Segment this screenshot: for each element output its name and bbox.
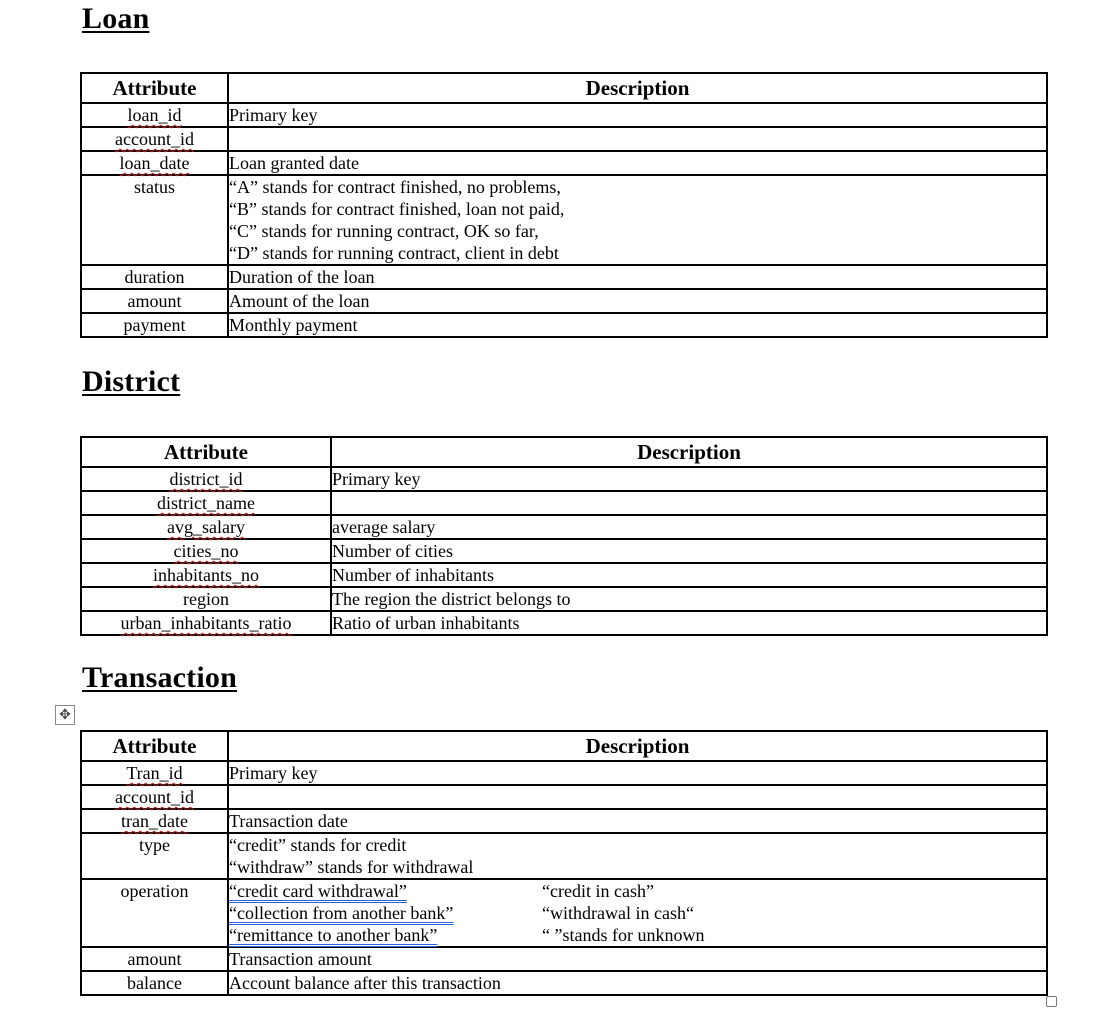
attr-cell: inhabitants_no bbox=[81, 563, 331, 587]
transaction-table bbox=[80, 730, 1048, 996]
table-row bbox=[81, 103, 1047, 127]
attr-cell: account_id bbox=[81, 785, 228, 809]
transaction-heading: Transaction bbox=[82, 661, 237, 694]
loan-table bbox=[80, 72, 1048, 338]
header-description: Description bbox=[228, 73, 1047, 103]
attr-cell: region bbox=[81, 587, 331, 611]
attr-cell: tran_date bbox=[81, 809, 228, 833]
attr-cell: district_name bbox=[81, 491, 331, 515]
desc-cell: Ratio of urban inhabitants bbox=[331, 611, 1047, 635]
attr-cell: operation bbox=[81, 879, 228, 947]
header-attribute: Attribute bbox=[81, 731, 228, 761]
resize-handle-icon[interactable] bbox=[1046, 996, 1057, 1007]
table-row bbox=[81, 587, 1047, 611]
desc-cell: Loan granted date bbox=[228, 151, 1047, 175]
desc-cell bbox=[228, 785, 1047, 809]
desc-cell: Transaction amount bbox=[228, 947, 1047, 971]
header-attribute: Attribute bbox=[81, 73, 228, 103]
table-row bbox=[81, 289, 1047, 313]
desc-cell: “credit card withdrawal” “collection from another bank” “remittance to another bank” “credit in cash” “withdrawal in cash“ “ ”stands for unknown bbox=[228, 879, 1047, 947]
desc-cell: Account balance after this transaction bbox=[228, 971, 1047, 995]
desc-cell: average salary bbox=[331, 515, 1047, 539]
table-row bbox=[81, 313, 1047, 337]
table-row bbox=[81, 971, 1047, 995]
desc-cell: “credit” stands for credit “withdraw” stands for withdrawal bbox=[228, 833, 1047, 879]
header-attribute: Attribute bbox=[81, 437, 331, 467]
desc-cell bbox=[228, 127, 1047, 151]
district-heading: District bbox=[82, 365, 181, 398]
attr-cell: loan_date bbox=[81, 151, 228, 175]
table-row bbox=[81, 467, 1047, 491]
table-row bbox=[81, 127, 1047, 151]
desc-cell: Duration of the loan bbox=[228, 265, 1047, 289]
attr-cell: amount bbox=[81, 947, 228, 971]
table-header-row bbox=[81, 731, 1047, 761]
table-row bbox=[81, 515, 1047, 539]
table-row bbox=[81, 761, 1047, 785]
header-description: Description bbox=[331, 437, 1047, 467]
attr-cell: urban_inhabitants_ratio bbox=[81, 611, 331, 635]
table-row bbox=[81, 809, 1047, 833]
table-header-row bbox=[81, 437, 1047, 467]
attr-cell: type bbox=[81, 833, 228, 879]
attr-cell: account_id bbox=[81, 127, 228, 151]
table-row bbox=[81, 611, 1047, 635]
desc-cell: Transaction date bbox=[228, 809, 1047, 833]
attr-cell: duration bbox=[81, 265, 228, 289]
header-description: Description bbox=[228, 731, 1047, 761]
district-table bbox=[80, 436, 1048, 636]
desc-cell: Primary key bbox=[228, 761, 1047, 785]
desc-cell: Monthly payment bbox=[228, 313, 1047, 337]
desc-cell: Number of cities bbox=[331, 539, 1047, 563]
loan-heading: Loan bbox=[82, 2, 150, 35]
table-row bbox=[81, 539, 1047, 563]
attr-cell: avg_salary bbox=[81, 515, 331, 539]
desc-cell: Primary key bbox=[228, 103, 1047, 127]
table-row bbox=[81, 151, 1047, 175]
move-arrows-icon[interactable]: ✥ bbox=[55, 705, 75, 725]
table-row bbox=[81, 491, 1047, 515]
desc-cell: Amount of the loan bbox=[228, 289, 1047, 313]
desc-cell: The region the district belongs to bbox=[331, 587, 1047, 611]
desc-cell: Number of inhabitants bbox=[331, 563, 1047, 587]
table-row bbox=[81, 265, 1047, 289]
table-row bbox=[81, 947, 1047, 971]
attr-cell: balance bbox=[81, 971, 228, 995]
table-row bbox=[81, 563, 1047, 587]
table-row bbox=[81, 785, 1047, 809]
table-row bbox=[81, 175, 1047, 265]
desc-cell: Primary key bbox=[331, 467, 1047, 491]
attr-cell: payment bbox=[81, 313, 228, 337]
desc-cell: “A” stands for contract finished, no problems, “B” stands for contract finished, loan not paid, “C” stands for running contract, OK so far, “D” stands for running contract, client in debt bbox=[228, 175, 1047, 265]
desc-cell bbox=[331, 491, 1047, 515]
table-row bbox=[81, 833, 1047, 879]
attr-cell: amount bbox=[81, 289, 228, 313]
table-header-row bbox=[81, 73, 1047, 103]
attr-cell: Tran_id bbox=[81, 761, 228, 785]
attr-cell: cities_no bbox=[81, 539, 331, 563]
table-row bbox=[81, 879, 1047, 947]
attr-cell: status bbox=[81, 175, 228, 265]
attr-cell: loan_id bbox=[81, 103, 228, 127]
attr-cell: district_id bbox=[81, 467, 331, 491]
